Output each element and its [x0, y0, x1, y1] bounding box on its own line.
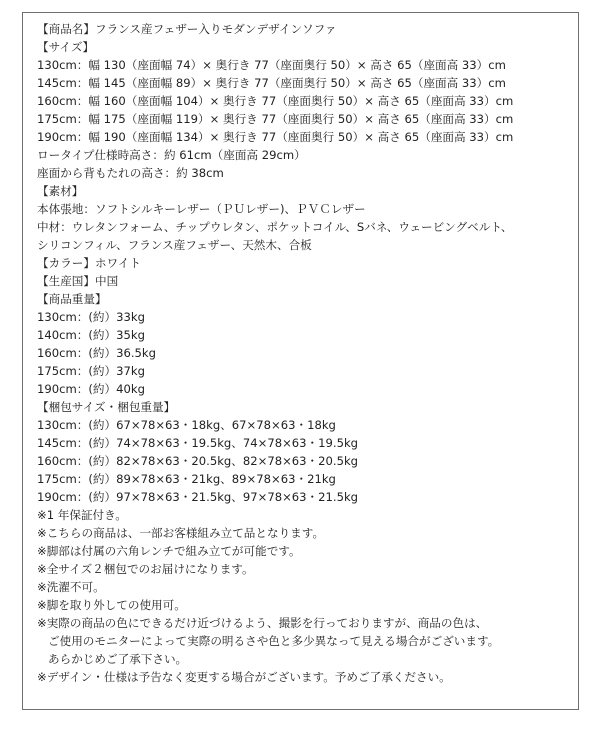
package-line-145: 145cm：(約）74×78×63・19.5kg、74×78×63・19.5kg [37, 436, 359, 450]
filling-line: 中材：ウレタンフォーム、チップウレタン、ポケットコイル、Sバネ、ウェービングベルト、 [37, 220, 513, 234]
seat-to-back-height-line: 座面から背もたれの高さ：約 38cm [37, 166, 224, 180]
size-line-160: 160cm：幅 160（座面幅 104）× 奥行き 77（座面奥行 50）× 高さ 65（座面高 33）cm [37, 94, 514, 108]
assembly-note: ※こちらの商品は、一部お客様組み立て品となります。 [37, 526, 325, 540]
low-type-height-line: ロータイプ仕様時高さ：約 61cm（座面高 29cm） [37, 148, 306, 162]
package-line-190: 190cm：(約）97×78×63・21.5kg、97×78×63・21.5kg [37, 490, 359, 504]
weight-line-175: 175cm：(約）37kg [37, 364, 145, 378]
weight-line-160: 160cm：(約）36.5kg [37, 346, 156, 360]
material-heading: 【素材】 [37, 184, 84, 198]
package-line-130: 130cm：(約）67×78×63・18kg、67×78×63・18kg [37, 418, 336, 432]
color-disclaimer-note: ※実際の商品の色にできるだけ近づけるよう、撮影を行っておりますが、商品の色は、 [37, 616, 488, 630]
product-name-line: 【商品名】フランス産フェザー入りモダンデザインソファ [37, 22, 337, 36]
upholstery-line: 本体張地：ソフトシルキーレザー（ＰＵレザー)、ＰＶＣレザー [37, 202, 366, 216]
origin-line: 【生産国】中国 [37, 274, 119, 288]
size-heading: 【サイズ】 [37, 40, 95, 54]
product-spec-box [22, 12, 579, 710]
design-change-note: ※デザイン・仕様は予告なく変更する場合がございます。予めご了承ください。 [37, 670, 451, 684]
size-line-190: 190cm：幅 190（座面幅 134）× 奥行き 77（座面奥行 50）× 高さ 65（座面高 33）cm [37, 130, 514, 144]
color-disclaimer-continued: ご使用のモニターによって実際の明るさや色と多少異なって見える場合がございます。 [48, 634, 500, 648]
color-line: 【カラー】ホワイト [37, 256, 141, 270]
package-heading: 【梱包サイズ・梱包重量】 [37, 400, 176, 414]
package-line-160: 160cm：(約）82×78×63・20.5kg、82×78×63・20.5kg [37, 454, 359, 468]
package-line-175: 175cm：(約）89×78×63・21kg、89×78×63・21kg [37, 472, 336, 486]
weight-line-140: 140cm：(約）35kg [37, 328, 145, 342]
legs-removable-note: ※脚を取り外しての使用可。 [37, 598, 186, 612]
delivery-note: ※全サイズ２梱包でのお届けになります。 [37, 562, 254, 576]
weight-line-130: 130cm：(約）33kg [37, 310, 145, 324]
weight-heading: 【商品重量】 [37, 292, 107, 306]
size-line-130: 130cm：幅 130（座面幅 74）× 奥行き 77（座面奥行 50）× 高さ 65（座面高 33）cm [37, 58, 506, 72]
filling-line-continued: シリコンフィル、フランス産フェザー、天然木、合板 [37, 238, 312, 252]
washing-note: ※洗濯不可。 [37, 580, 105, 594]
size-line-145: 145cm：幅 145（座面幅 89）× 奥行き 77（座面奥行 50）× 高さ 65（座面高 33）cm [37, 76, 506, 90]
warranty-note: ※1 年保証付き。 [37, 508, 127, 522]
legs-assembly-note: ※脚部は付属の六角レンチで組み立てが可能です。 [37, 544, 301, 558]
color-disclaimer-end: あらかじめご了承下さい。 [48, 652, 188, 666]
size-line-175: 175cm：幅 175（座面幅 119）× 奥行き 77（座面奥行 50）× 高さ 65（座面高 33）cm [37, 112, 514, 126]
weight-line-190: 190cm：(約）40kg [37, 382, 145, 396]
